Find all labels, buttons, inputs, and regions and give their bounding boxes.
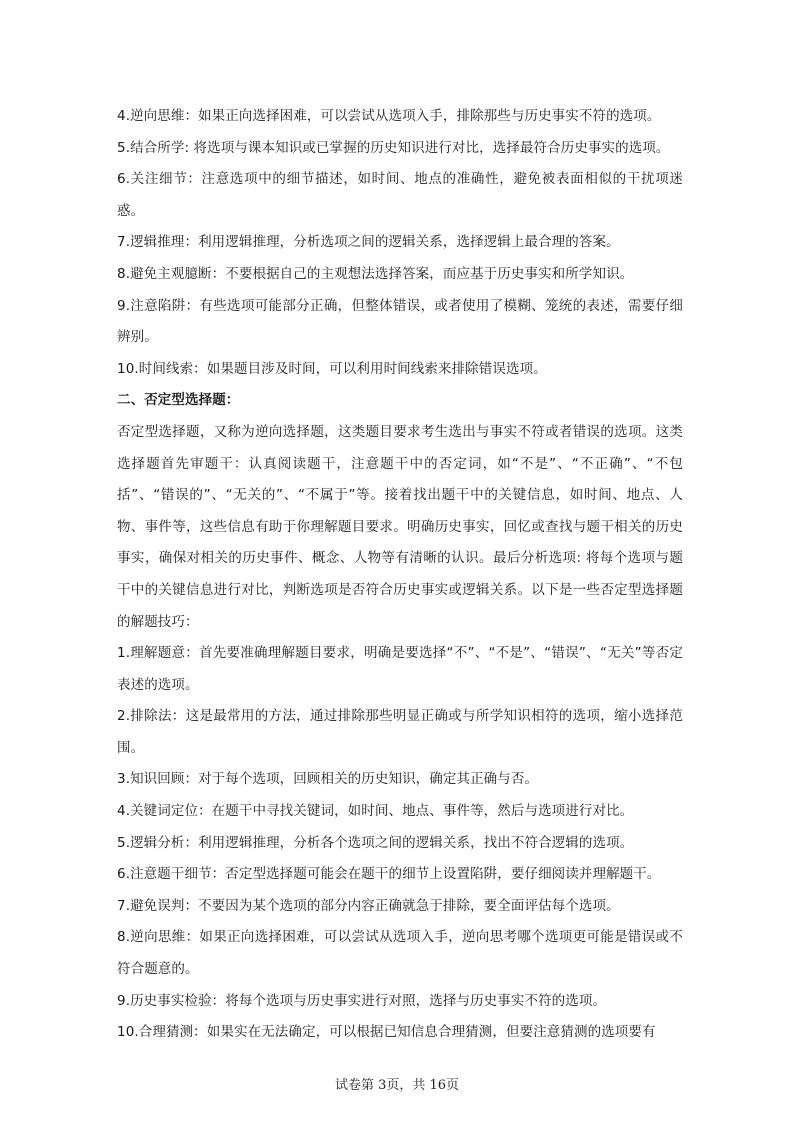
page-footer: 试卷第 3页，共 16页	[334, 1078, 460, 1093]
paragraph: 10.时间线索：如果题目涉及时间，可以利用时间线索来排除错误选项。	[117, 360, 547, 377]
document-body	[117, 101, 683, 1049]
paragraph: 4.关键词定位：在题干中寻找关键词，如时间、地点、事件等，然后与选项进行对比。	[117, 803, 634, 820]
paragraph: 4.逆向思维：如果正向选择困难，可以尝试从选项入手，排除那些与历史事实不符的选项。	[117, 108, 661, 124]
paragraph: 5.逻辑分析：利用逻辑推理，分析各个选项之间的逻辑关系，找出不符合逻辑的选项。	[117, 834, 634, 851]
section-heading: 二、否定型选择题：	[117, 392, 240, 409]
paragraph: 2.排除法：这是最常用的方法，通过排除那些明显正确或与所学知识相符的选项，缩小选择范围。	[117, 708, 683, 756]
paragraph: 6.关注细节：注意选项中的细节描述，如时间、地点的准确性，避免被表面相似的干扰项迷惑。	[117, 171, 683, 219]
paragraph: 6.注意题干细节：否定型选择题可能会在题干的细节上设置陷阱，要仔细阅读并理解题干。	[117, 866, 661, 883]
paragraph: 10.合理猜测：如果实在无法确定，可以根据已知信息合理猜测，但要注意猜测的选项要有	[117, 1024, 656, 1041]
paragraph: 8.避免主观臆断：不要根据自己的主观想法选择答案，而应基于历史事实和所学知识。	[117, 265, 634, 282]
paragraph: 8.逆向思维：如果正向选择困难，可以尝试从选项入手，逆向思考哪个选项更可能是错误或不符合题意的。	[117, 929, 683, 978]
paragraph: 3.知识回顾：对于每个选项，回顾相关的历史知识，确定其正确与否。	[117, 771, 539, 788]
paragraph: 1.理解题意：首先要准确理解题目要求，明确是要选择“不”、“不是”、“错误”、“无关”等否定表述的选项。	[117, 645, 683, 693]
paragraph: 9.历史事实检验：将每个选项与历史事实进行对照，选择与历史事实不符的选项。	[117, 992, 607, 1009]
paragraph: 7.逻辑推理：利用逻辑推理，分析选项之间的逻辑关系，选择逻辑上最合理的答案。	[117, 234, 620, 251]
paragraph: 7.避免误判：不要因为某个选项的部分内容正确就急于排除，要全面评估每个选项。	[117, 897, 620, 914]
paragraph: 9.注意陷阱：有些选项可能部分正确，但整体错误，或者使用了模糊、笼统的表述，需要仔细辨别。	[117, 297, 683, 346]
paragraph: 5.结合所学: 将选项与课本知识或已掌握的历史知识进行对比，选择最符合历史事实的选项。	[117, 139, 670, 156]
paragraph: 否定型选择题，又称为逆向选择题，这类题目要求考生选出与事实不符或者错误的选项。这类选择题首先审题干：认真阅读题干，注意题干中的否定词，如“不是”、“不正确”、“不包括”、“错误的”、“无关的”、“不属于”等。接着找出题干中的关键信息，如时间、地点、人物、事件等，这些信息有助于你理解题目要求。明确历史事实，回忆或查找与题干相关的历史事实，确保对相关的历史事件、概念、人物等有清晰的认识。最后分析选项: 将每个选项与题干中的关键信息进行对比，判断选项是否符合历史事实或逻辑关系。以下是一些否定型选择题的解题技巧：	[117, 423, 683, 630]
